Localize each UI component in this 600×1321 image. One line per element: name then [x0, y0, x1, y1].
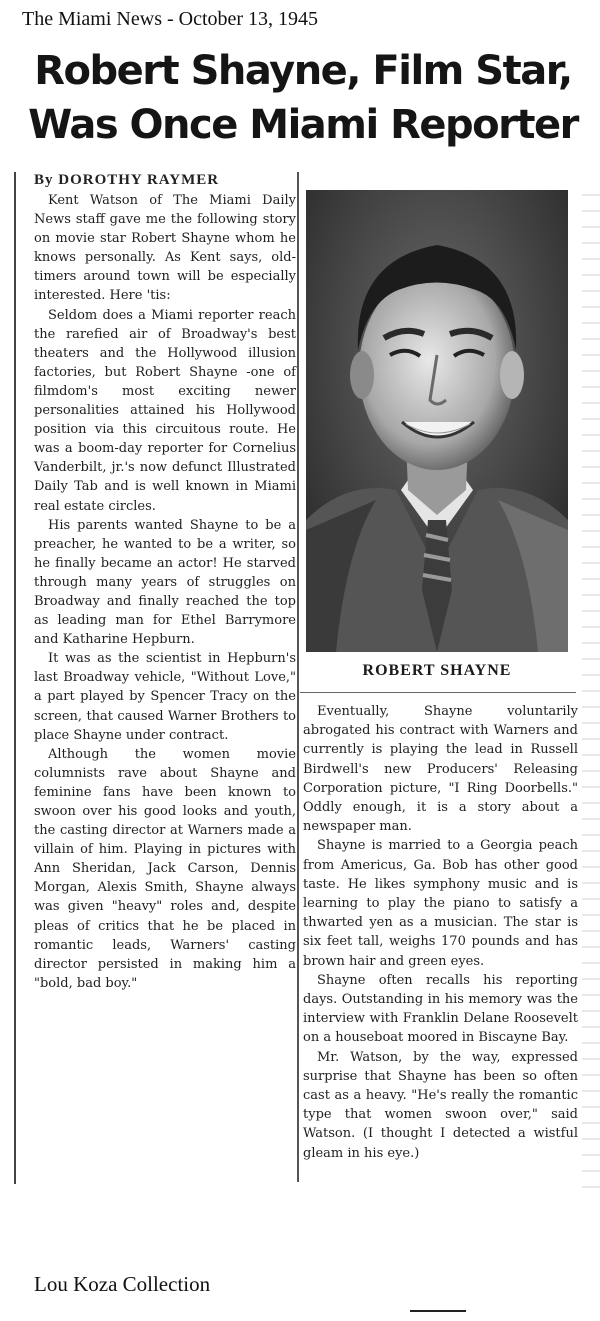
photo-caption: ROBERT SHAYNE: [362, 662, 512, 679]
end-of-article-rule: [410, 1310, 466, 1312]
headline-line-2: Was Once Miami Reporter: [28, 102, 578, 148]
portrait-photo: [306, 190, 568, 652]
left-column: [14, 172, 296, 1184]
article-paragraph-4: It was as the scientist in Hepburn's last Broadway vehicle, "Without Love," a part played by Spencer Tracy on the screen, that caused Warner Brothers to place Shayne under contract.: [34, 651, 296, 743]
article-paragraph-7: Shayne is married to a Georgia peach from Americus, Ga. Bob has other good taste. He likes symphony music and is learning to play the piano to satisfy a thwarted yen as a musician. The star is six feet tall, weighs 170 pounds and has brown hair and green eyes.: [303, 838, 578, 969]
article-paragraph-3: His parents wanted Shayne to be a preacher, he wanted to be a writer, so he finally became an actor! He starved through many years of struggles on Broadway and finally reached the top as leading man for Ethel Barrymore and Katharine Hepburn.: [34, 517, 296, 648]
byline: By DOROTHY RAYMER: [34, 172, 220, 188]
right-column: [300, 702, 578, 1302]
masthead: The Miami News - October 13, 1945: [22, 8, 319, 30]
collection-credit: Lou Koza Collection: [34, 1272, 211, 1296]
caption-rule: [300, 692, 576, 693]
article-paragraph-6: Eventually, Shayne voluntarily abrogated his contract with Warners and currently is playing the lead in Russell Birdwell's new Producers' Releasing Corporation picture, "I Ring Doorbells." Oddly enough, it is a story about a newspaper man.: [303, 704, 578, 835]
adjacent-column-edge: [582, 180, 600, 1200]
article-paragraph-8: Shayne often recalls his reporting days. Outstanding in his memory was the interview with Franklin Delane Roosevelt on a houseboat moored in Biscayne Bay.: [303, 972, 578, 1046]
article-paragraph-9: Mr. Watson, by the way, expressed surprise that Shayne has been so often cast as a heavy. "He's really the romantic type that women swoon over," said Watson. (I thought I detected a wistful gleam in his eye.): [303, 1049, 578, 1161]
column-divider: [297, 172, 299, 1182]
article-paragraph-2: Seldom does a Miami reporter reach the rarefied air of Broadway's best theaters and the Hollywood illusion factories, but Robert Shayne -one of filmdom's most exciting newer personalities attained his Hollywood position via this circuitous route. He was a boom-day reporter for Cornelius Vanderbilt, jr.'s now defunct Illustrated Daily Tab and is well known in Miami real estate circles.: [34, 307, 296, 514]
headline-line-1: Robert Shayne, Film Star,: [34, 48, 572, 94]
article-paragraph-1: Kent Watson of The Miami Daily News staff gave me the following story on movie star Robert Shayne whom he knows personally. As Kent says, old-timers around town will be especially interested. Here 'tis:: [34, 193, 296, 304]
portrait-illustration: [306, 190, 568, 652]
headline: [18, 44, 588, 152]
article-paragraph-5: Although the women movie columnists rave about Shayne and feminine fans have been known to swoon over his good looks and youth, the casting director at Warners made a villain of him. Playing in pictures with Ann Sheridan, Jack Carson, Dennis Morgan, Alexis Smith, Shayne always was given "heavy" roles and, despite pleas of critics that he be placed in romantic leads, Warners' casting director persisted in making him a "bold, bad boy.": [34, 746, 296, 991]
